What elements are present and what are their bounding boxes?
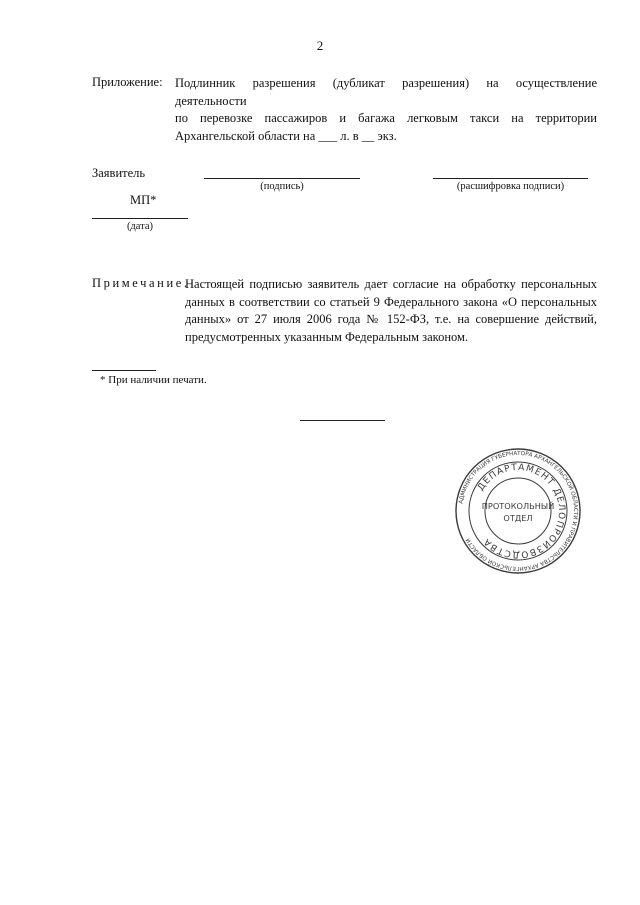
footnote: * При наличии печати.	[100, 374, 207, 386]
note-label: Примечание.	[92, 276, 190, 290]
signature-caption: (подпись)	[260, 181, 304, 192]
note-line: данных в соответствии со статьей 9 Федерального закона «О персональных	[185, 294, 597, 309]
attachment-line: по перевозке пассажиров и багажа легковым такси на территории	[175, 111, 597, 125]
stamp-center-line1: ПРОТОКОЛЬНЫЙ	[481, 501, 555, 511]
stamp-center-line2: ОТДЕЛ	[503, 513, 533, 523]
signature-line	[204, 178, 360, 179]
attachment-line: Архангельской области на ___ л. в __ экз.	[175, 128, 397, 143]
official-stamp	[455, 448, 581, 574]
signature-decoding-line	[433, 178, 588, 179]
stamp-inner-text: ДЕПАРТАМЕНТ ДЕЛОПРОИЗВОДСТВА	[476, 462, 567, 560]
document-end-line	[300, 420, 385, 421]
date-line	[92, 218, 188, 219]
applicant-label: Заявитель	[92, 166, 146, 180]
signature-decoding-caption: (расшифровка подписи)	[456, 181, 565, 192]
note-line: данных» от 27 июля 2006 года № 152-ФЗ, т.е. на совершение действий,	[185, 312, 597, 326]
footnote-separator	[92, 370, 156, 371]
stamp-seal	[455, 448, 581, 574]
date-caption: (дата)	[126, 221, 154, 232]
attachment-label: Приложение:	[92, 75, 163, 89]
stamp-outer-text: АДМИНИСТРАЦИЯ ГУБЕРНАТОРА АРХАНГЕЛЬСКОЙ ОБЛАСТИ И ПРАВИТЕЛЬСТВА АРХАНГЕЛЬСКОЙ ОБЛАСТИ	[458, 450, 579, 572]
attachment-text	[175, 75, 597, 145]
note-text	[185, 276, 597, 346]
attachment-line: Подлинник разрешения (дубликат разрешения) на осуществление деятельности	[175, 76, 597, 108]
note-line: предусмотренных указанным Федеральным законом.	[185, 329, 469, 344]
note-line: Настоящей подписью заявитель дает согласие на обработку персональных	[185, 277, 597, 291]
seal-place-label: МП*	[130, 193, 157, 207]
page-number: 2	[316, 38, 324, 53]
